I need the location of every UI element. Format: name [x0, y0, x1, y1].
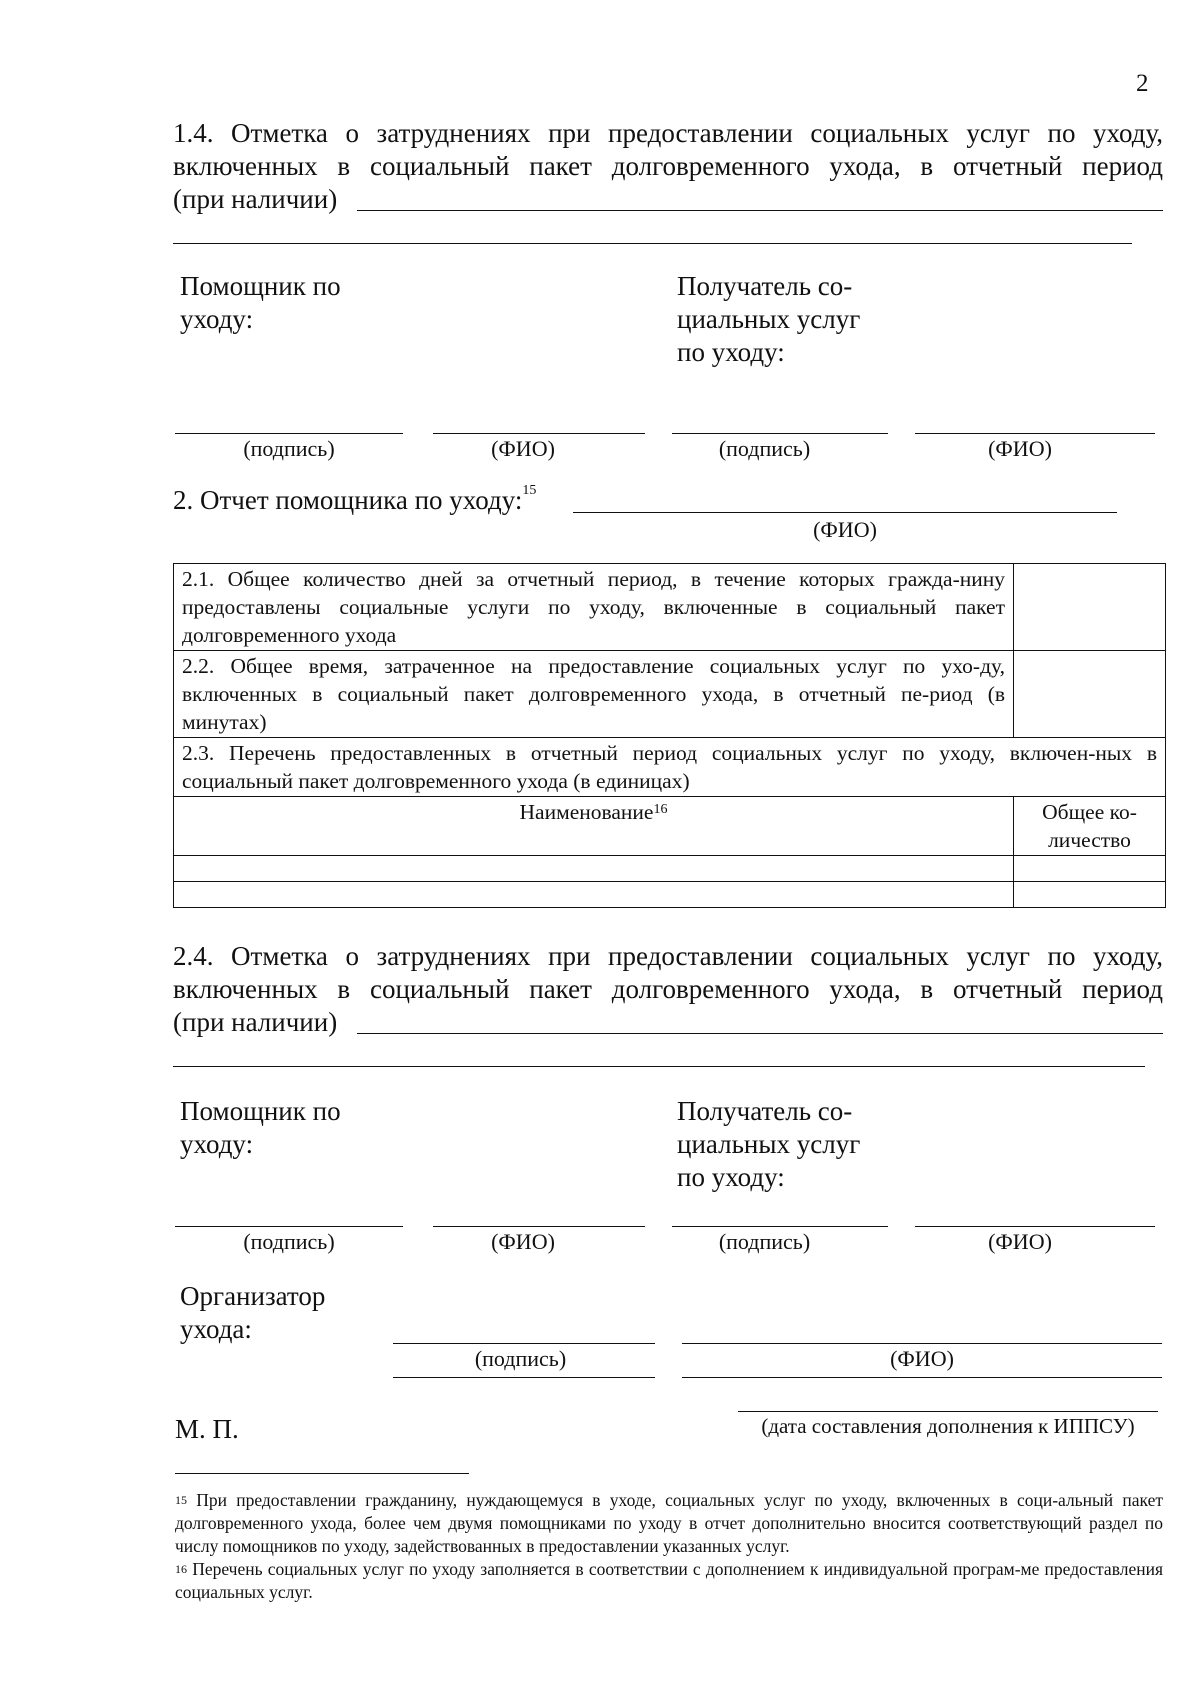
column-header-name-text: Наименование — [519, 800, 654, 824]
page-number: 2 — [1136, 70, 1149, 97]
column-header-total: Общее ко-личество — [1014, 797, 1166, 856]
section-2-fio-line[interactable] — [573, 512, 1117, 513]
empty-total-cell-2[interactable] — [1014, 882, 1166, 908]
assistant-label-2: уходу: — [180, 304, 254, 334]
date-caption: (дата составления дополнения к ИППСУ) — [761, 1414, 1135, 1438]
section-2-4-line1: 2.4. Отметка о затруднениях при предоставлении социальных услуг по уходу, — [173, 941, 1163, 971]
organizer-fio-line[interactable] — [682, 1343, 1162, 1344]
footnote-15 — [175, 1489, 1163, 1558]
table-row — [174, 651, 1166, 738]
section-1-4-line3: (при наличии) — [173, 184, 338, 214]
footnote-ref-15: 15 — [522, 483, 537, 498]
footnote-16 — [175, 1558, 1163, 1604]
caption-assistant-fio: (ФИО) — [491, 436, 555, 461]
organizer-label-2: ухода: — [180, 1314, 252, 1344]
assistant-fio-line[interactable] — [433, 1226, 645, 1227]
table-row — [174, 882, 1166, 908]
caption-organizer-fio: (ФИО) — [890, 1346, 954, 1371]
assistant-signature-line[interactable] — [175, 1226, 403, 1227]
caption-organizer-signature: (подпись) — [474, 1346, 567, 1371]
row-2-3-text: 2.3. Перечень предоставленных в отчетный период социальных услуг по уходу, включен-ных в социальный пакет долговременного ухода (в единицах) — [174, 738, 1166, 797]
stamp-mark: М. П. — [175, 1414, 239, 1444]
row-2-1-text: 2.1. Общее количество дней за отчетный период, в течение которых гражда-нину предоставлены социальные услуги по уходу, включенные в социальный пакет долговременного ухода — [174, 564, 1014, 651]
section-1-4-fill-line-2[interactable] — [173, 243, 1132, 244]
empty-name-cell-1[interactable] — [174, 856, 1014, 882]
report-table — [173, 563, 1166, 908]
recipient-label-3: по уходу: — [677, 1162, 785, 1192]
recipient-signature-line[interactable] — [672, 433, 888, 434]
section-2-4-fill-line-1[interactable] — [357, 1033, 1163, 1034]
section-2-title — [173, 485, 536, 516]
section-2-4-fill-line-2[interactable] — [173, 1066, 1145, 1067]
section-2-4-line3: (при наличии) — [173, 1007, 338, 1037]
section-1-4-line1: 1.4. Отметка о затруднениях при предоставлении социальных услуг по уходу, — [173, 118, 1163, 148]
assistant-fio-line[interactable] — [433, 433, 645, 434]
footnote-15-mark: 15 — [175, 1493, 187, 1507]
caption-recipient-signature: (подпись) — [718, 1229, 811, 1254]
footnote-16-mark: 16 — [175, 1562, 187, 1576]
table-row — [174, 856, 1166, 882]
table-header-row — [174, 797, 1166, 856]
footnote-15-text: При предоставлении гражданину, нуждающемуся в уходе, социальных услуг по уходу, включенных в соци-альный пакет долговременного ухода, более чем двумя помощниками по уходу в отчет дополнительно вносится соответствующий раздел по числу помощников по уходу, задействованных в предоставлении указанных услуг. — [175, 1490, 1164, 1556]
caption-assistant-signature: (подпись) — [243, 436, 335, 461]
caption-recipient-fio: (ФИО) — [988, 436, 1052, 461]
recipient-label-1: Получатель со- — [677, 1096, 853, 1126]
footnote-ref-16: 16 — [653, 802, 668, 817]
recipient-label-3: по уходу: — [677, 337, 785, 367]
section-2-fio-caption: (ФИО) — [813, 517, 877, 542]
assistant-label-1: Помощник по — [180, 1096, 341, 1126]
table-row — [174, 738, 1166, 797]
caption-recipient-fio: (ФИО) — [988, 1229, 1052, 1254]
date-line[interactable] — [738, 1411, 1158, 1412]
organizer-fio-underline — [682, 1377, 1162, 1378]
assistant-signature-line[interactable] — [175, 433, 403, 434]
section-2-title-text: 2. Отчет помощника по уходу: — [173, 485, 523, 515]
organizer-signature-line[interactable] — [393, 1343, 655, 1344]
table-row — [174, 564, 1166, 651]
organizer-label-1: Организатор — [180, 1281, 326, 1311]
recipient-label-2: циальных услуг — [677, 304, 861, 334]
footnote-16-text: Перечень социальных услуг по уходу заполняется в соответствии с дополнением к индивидуальной програм-ме предоставления социальных услуг. — [175, 1559, 1164, 1602]
caption-assistant-fio: (ФИО) — [491, 1229, 555, 1254]
column-header-name — [174, 797, 1014, 856]
assistant-label-2: уходу: — [180, 1129, 254, 1159]
recipient-signature-line[interactable] — [672, 1226, 888, 1227]
empty-total-cell-1[interactable] — [1014, 856, 1166, 882]
caption-recipient-signature: (подпись) — [718, 436, 811, 461]
section-2-4-line2: включенных в социальный пакет долговременного ухода, в отчетный период — [173, 974, 1163, 1004]
row-2-2-value-cell[interactable] — [1014, 651, 1166, 738]
assistant-label-1: Помощник по — [180, 271, 341, 301]
empty-name-cell-2[interactable] — [174, 882, 1014, 908]
row-2-1-value-cell[interactable] — [1014, 564, 1166, 651]
section-1-4-fill-line-1[interactable] — [357, 210, 1163, 211]
recipient-fio-line[interactable] — [915, 433, 1155, 434]
recipient-label-2: циальных услуг — [677, 1129, 861, 1159]
recipient-fio-line[interactable] — [915, 1226, 1155, 1227]
organizer-signature-underline — [393, 1377, 655, 1378]
recipient-label-1: Получатель со- — [677, 271, 853, 301]
footnote-separator — [175, 1473, 469, 1474]
caption-assistant-signature: (подпись) — [243, 1229, 335, 1254]
section-1-4-line2: включенных в социальный пакет долговременного ухода, в отчетный период — [173, 151, 1163, 181]
row-2-2-text: 2.2. Общее время, затраченное на предоставление социальных услуг по ухо-ду, включенных в социальный пакет долговременного ухода, в отчетный пе-риод (в минутах) — [174, 651, 1014, 738]
